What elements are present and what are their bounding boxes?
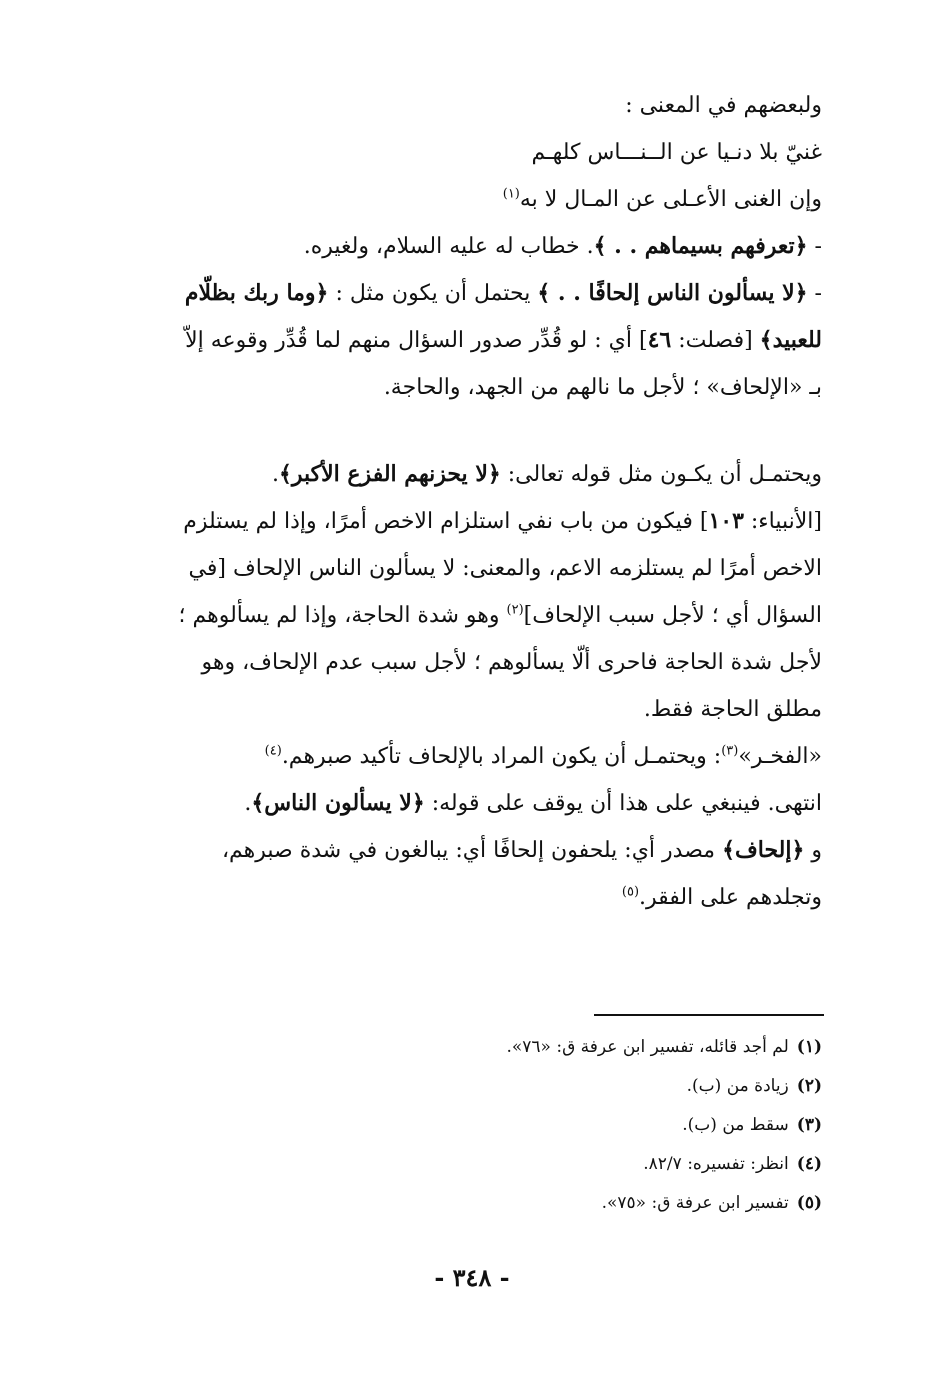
text-segment: وإن الغنى الأعـلى عن المـال لا به: [519, 187, 822, 212]
text-segment: ولبعضهم في المعنى :: [625, 93, 822, 118]
text-segment: [فصلت:: [671, 328, 760, 353]
quran-quote: ٤٦: [647, 327, 672, 353]
footnote-separator: [594, 1014, 824, 1016]
footnote-item: [402, 1106, 822, 1145]
footnote-number: (١): [796, 1037, 822, 1057]
block1-line: [120, 317, 822, 364]
block1-line: [120, 176, 822, 223]
quran-quote: ﴿لا يسألون الناس إلحافًا . . ﴾: [537, 280, 808, 306]
block2-line: [120, 686, 822, 733]
block2-line: [120, 827, 822, 874]
footnotes: [402, 1028, 822, 1223]
text-segment: غنيّ بلا دنـيا عن الــنـــاس كلهـم: [531, 140, 822, 165]
block2-line: [120, 780, 822, 827]
text-segment: -: [807, 281, 822, 306]
page-number: - ٣٤٨ -: [434, 1263, 510, 1292]
quran-quote: ﴿لا يسألون الناس﴾: [251, 790, 425, 816]
text-segment: انتهى. فينبغي على هذا أن يوقف على قوله:: [424, 791, 822, 816]
text-segment: . خطاب له عليه السلام، ولغيره.: [303, 234, 594, 259]
text-segment: ] أي : لو قُدِّر صدور السؤال منهم لما قُدِّر وقوعه إلاّ: [185, 328, 648, 353]
footnote-text: انظر: تفسيره: ٨٢/٧.: [643, 1154, 789, 1174]
block1-line: [120, 270, 822, 317]
footnote-marker: (٢): [506, 602, 524, 618]
footnote-marker: (١): [502, 186, 520, 202]
text-segment: بـ «الإلحاف» ؛ لأجل ما نالهم من الجهد، والحاجة.: [383, 375, 822, 400]
text-segment: «الفخـر»: [738, 744, 822, 769]
block1-line: [120, 364, 822, 411]
text-segment: [الأنبياء:: [743, 509, 822, 534]
text-segment: ويحتمـل أن يكـون مثل قوله تعالى:: [500, 462, 822, 487]
text-segment: : ويحتمـل أن يكون المراد بالإلحاف تأكيد صبرهم.: [281, 744, 722, 769]
text-segment: و: [804, 838, 822, 863]
footnote-marker: (٣): [721, 743, 739, 759]
quran-quote: ﴿إلحاف﴾: [722, 837, 805, 863]
paragraph-block-2: [120, 451, 822, 921]
text-segment: السؤال أي ؛ لأجل سبب الإلحاف]: [523, 603, 822, 628]
block1-line: [120, 223, 822, 270]
footnote-item: [402, 1184, 822, 1223]
text-segment: يحتمل أن يكون مثل :: [328, 281, 538, 306]
block1-line: [120, 129, 822, 176]
footnote-text: لم أجد قائله، تفسير ابن عرفة ق: «٧٦».: [506, 1037, 789, 1057]
paragraph-block-1: [120, 82, 822, 411]
block2-line: [120, 498, 822, 545]
text-segment: وتجلدهم على الفقر.: [639, 885, 822, 910]
text-segment: ] فيكون من باب نفي استلزام الاخص أمرًا، وإذا لم يستلزم: [183, 509, 709, 534]
quran-quote: ﴿وما ربك بظلّام: [184, 280, 329, 306]
footnote-text: سقط من (ب).: [682, 1115, 789, 1135]
quran-quote: للعبيد﴾: [759, 327, 822, 353]
footnote-number: (٤): [796, 1154, 822, 1174]
block2-line: [120, 639, 822, 686]
text-segment: مطلق الحاجة فقط.: [643, 697, 822, 722]
footnote-number: (٢): [796, 1076, 822, 1096]
text-segment: .: [244, 791, 252, 816]
footnote-number: (٣): [796, 1115, 822, 1135]
text-segment: .: [271, 462, 279, 487]
text-segment: لأجل شدة الحاجة فاحرى ألّا يسألوهم ؛ لأجل سبب عدم الإلحاف، وهو: [201, 650, 822, 675]
text-segment: الاخص أمرًا لم يستلزمه الاعم، والمعنى: لا يسألون الناس الإلحاف [في: [188, 556, 822, 581]
block2-line: [120, 592, 822, 639]
text-segment: وهو شدة الحاجة، وإذا لم يسألوهم ؛: [178, 603, 507, 628]
text-segment: -: [807, 234, 822, 259]
block2-line: [120, 733, 822, 780]
footnote-marker: (٥): [621, 884, 640, 900]
quran-quote: ﴿تعرفهم بسيماهم . . ﴾: [593, 233, 808, 259]
quran-quote: ﴿لا يحزنهم الفزع الأكبر﴾: [278, 461, 501, 487]
block2-line: [120, 874, 822, 921]
block1-line: [120, 82, 822, 129]
footnote-item: [402, 1145, 822, 1184]
footnote-number: (٥): [796, 1193, 822, 1213]
footnote-text: زيادة من (ب).: [686, 1076, 789, 1096]
block2-line: [120, 545, 822, 592]
quran-quote: ١٠٣: [708, 508, 744, 534]
footnote-item: [402, 1028, 822, 1067]
block2-line: [120, 451, 822, 498]
footnote-marker: (٤): [264, 743, 282, 759]
text-segment: مصدر أي: يلحفون إلحافًا أي: يبالغون في شدة صبرهم،: [221, 838, 723, 863]
footnote-text: تفسير ابن عرفة ق: «٧٥».: [601, 1193, 789, 1213]
footnote-item: [402, 1067, 822, 1106]
